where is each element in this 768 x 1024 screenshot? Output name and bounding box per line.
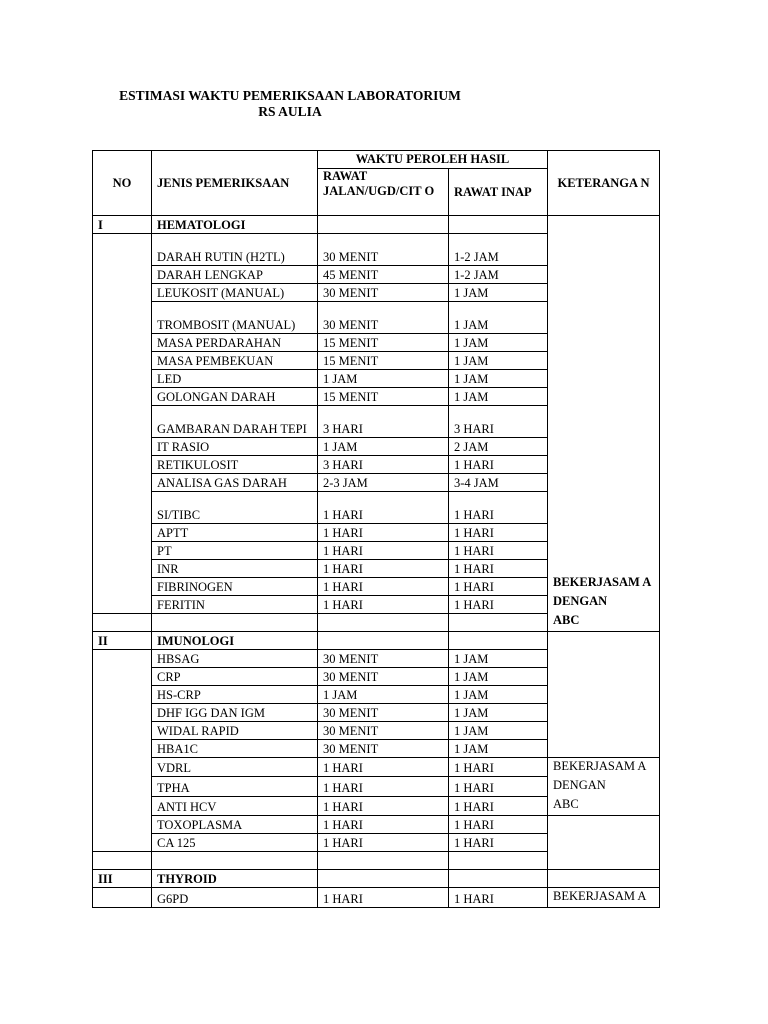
rawat-inap-value: 1 JAM [449,284,548,302]
test-name: WIDAL RAPID [152,722,318,740]
section-number: I [93,216,152,234]
rawat-jalan-value: 1 JAM [318,438,449,456]
rawat-inap-value: 1 HARI [449,578,548,596]
rawat-jalan-value: 30 MENIT [318,740,449,758]
empty-cell [93,234,152,614]
empty-cell [449,852,548,870]
header-rawat-inap: RAWAT INAP [449,169,548,216]
test-name: HBA1C [152,740,318,758]
rawat-inap-value: 1-2 JAM [449,266,548,284]
keterangan-note [548,888,660,908]
rawat-inap-value: 1 JAM [449,722,548,740]
empty-cell [93,888,152,908]
keterangan-line: BEKERJASAM A [553,889,647,903]
rawat-inap-value: 1 JAM [449,352,548,370]
rawat-jalan-value: 30 MENIT [318,302,449,334]
rawat-jalan-value: 1 HARI [318,816,449,834]
keterangan-line: ABC [553,797,579,811]
section-name: IMUNOLOGI [152,632,318,650]
test-name: DARAH LENGKAP [152,266,318,284]
empty-cell [93,852,152,870]
test-name: ANALISA GAS DARAH [152,474,318,492]
rawat-jalan-value: 1 HARI [318,542,449,560]
rawat-inap-value: 1 JAM [449,650,548,668]
rawat-inap-value: 1 HARI [449,777,548,796]
rawat-jalan-value: 1 HARI [318,796,449,815]
keterangan-line: DENGAN [553,594,608,608]
document-title: ESTIMASI WAKTU PEMERIKSAAN LABORATORIUM [119,88,461,103]
rawat-inap-value: 1 JAM [449,370,548,388]
rawat-inap-value: 1 HARI [449,524,548,542]
test-name: HBSAG [152,650,318,668]
keterangan-line: BEKERJASAM A [553,759,647,773]
header-no: NO [93,151,152,216]
section-number: III [93,870,152,888]
rawat-jalan-value: 15 MENIT [318,334,449,352]
test-name: MASA PEMBEKUAN [152,352,318,370]
rawat-jalan-value: 15 MENIT [318,352,449,370]
test-name: APTT [152,524,318,542]
empty-cell [318,870,449,888]
rawat-jalan-value: 15 MENIT [318,388,449,406]
test-name: PT [152,542,318,560]
empty-cell [152,852,318,870]
keterangan-note [548,216,660,632]
rawat-jalan-value: 45 MENIT [318,266,449,284]
empty-cell [318,632,449,650]
rawat-inap-value: 1 JAM [449,302,548,334]
test-name: VDRL [152,758,318,777]
rawat-inap-value: 1 JAM [449,686,548,704]
test-name: DHF IGG DAN IGM [152,704,318,722]
test-name: DARAH RUTIN (H2TL) [152,234,318,266]
empty-cell [93,614,152,632]
header-keterangan: KETERANGA N [548,151,660,216]
rawat-jalan-value: 30 MENIT [318,704,449,722]
rawat-inap-value: 1 HARI [449,596,548,614]
empty-cell [152,614,318,632]
empty-cell [449,870,548,888]
section-header-row [93,216,660,234]
rawat-jalan-value: 1 HARI [318,560,449,578]
test-name: MASA PERDARAHAN [152,334,318,352]
document-subtitle: RS AULIA [258,104,322,119]
rawat-jalan-value: 1 HARI [318,758,449,777]
rawat-jalan-value: 30 MENIT [318,722,449,740]
rawat-jalan-value: 1 HARI [318,492,449,524]
test-name: IT RASIO [152,438,318,456]
empty-cell [449,216,548,234]
rawat-inap-value: 1 HARI [449,796,548,815]
rawat-jalan-value: 30 MENIT [318,234,449,266]
rawat-jalan-value: 1 JAM [318,370,449,388]
empty-cell [548,816,660,870]
test-name: GAMBARAN DARAH TEPI [152,406,318,438]
rawat-inap-value: 1 HARI [449,542,548,560]
rawat-jalan-value: 1 HARI [318,578,449,596]
rawat-inap-value: 1 HARI [449,560,548,578]
rawat-inap-value: 1 HARI [449,456,548,474]
table-row [93,816,660,834]
header-rawat-jalan: RAWAT JALAN/UGD/CIT O [318,169,449,216]
section-number: II [93,632,152,650]
test-name: SI/TIBC [152,492,318,524]
test-name: TPHA [152,777,318,796]
test-name: G6PD [152,888,318,908]
rawat-inap-value: 1 JAM [449,668,548,686]
test-name: CRP [152,668,318,686]
rawat-inap-value: 1 HARI [449,758,548,777]
keterangan-line: BEKERJASAM A [553,575,652,589]
rawat-jalan-value: 1 JAM [318,686,449,704]
rawat-inap-value: 1 JAM [449,388,548,406]
test-name: FERITIN [152,596,318,614]
empty-cell [548,632,660,758]
empty-cell [93,650,152,852]
section-name: THYROID [152,870,318,888]
rawat-jalan-value: 3 HARI [318,406,449,438]
keterangan-note [548,758,660,816]
rawat-jalan-value: 1 HARI [318,888,449,908]
rawat-jalan-value: 1 HARI [318,596,449,614]
rawat-jalan-value: 2-3 JAM [318,474,449,492]
empty-cell [449,614,548,632]
empty-cell [318,852,449,870]
test-name: TROMBOSIT (MANUAL) [152,302,318,334]
rawat-jalan-value: 30 MENIT [318,668,449,686]
rawat-jalan-value: 30 MENIT [318,284,449,302]
rawat-inap-value: 1 HARI [449,888,548,908]
section-header-row [93,632,660,650]
section-header-row [93,870,660,888]
keterangan-line: DENGAN [553,778,606,792]
rawat-jalan-value: 1 HARI [318,834,449,852]
section-name: HEMATOLOGI [152,216,318,234]
rawat-jalan-value: 1 HARI [318,777,449,796]
rawat-inap-value: 1 JAM [449,334,548,352]
test-name: LEUKOSIT (MANUAL) [152,284,318,302]
table-row [93,758,660,777]
rawat-inap-value: 1 JAM [449,704,548,722]
rawat-inap-value: 3-4 JAM [449,474,548,492]
test-name: GOLONGAN DARAH [152,388,318,406]
test-name: LED [152,370,318,388]
test-name: RETIKULOSIT [152,456,318,474]
rawat-inap-value: 1 HARI [449,816,548,834]
rawat-jalan-value: 30 MENIT [318,650,449,668]
test-name: HS-CRP [152,686,318,704]
rawat-inap-value: 1 HARI [449,492,548,524]
rawat-inap-value: 2 JAM [449,438,548,456]
rawat-inap-value: 1 JAM [449,740,548,758]
empty-cell [318,216,449,234]
header-waktu: WAKTU PEROLEH HASIL [318,151,548,169]
rawat-inap-value: 1 HARI [449,834,548,852]
rawat-inap-value: 1-2 JAM [449,234,548,266]
test-name: FIBRINOGEN [152,578,318,596]
keterangan-line: ABC [553,613,580,627]
empty-cell [548,870,660,888]
empty-cell [449,632,548,650]
empty-cell [318,614,449,632]
test-name: INR [152,560,318,578]
test-name: TOXOPLASMA [152,816,318,834]
test-name: CA 125 [152,834,318,852]
lab-time-table [92,150,660,908]
rawat-jalan-value: 1 HARI [318,524,449,542]
test-name: ANTI HCV [152,796,318,815]
header-jenis: JENIS PEMERIKSAAN [152,151,318,216]
table-row [93,888,660,908]
rawat-jalan-value: 3 HARI [318,456,449,474]
rawat-inap-value: 3 HARI [449,406,548,438]
